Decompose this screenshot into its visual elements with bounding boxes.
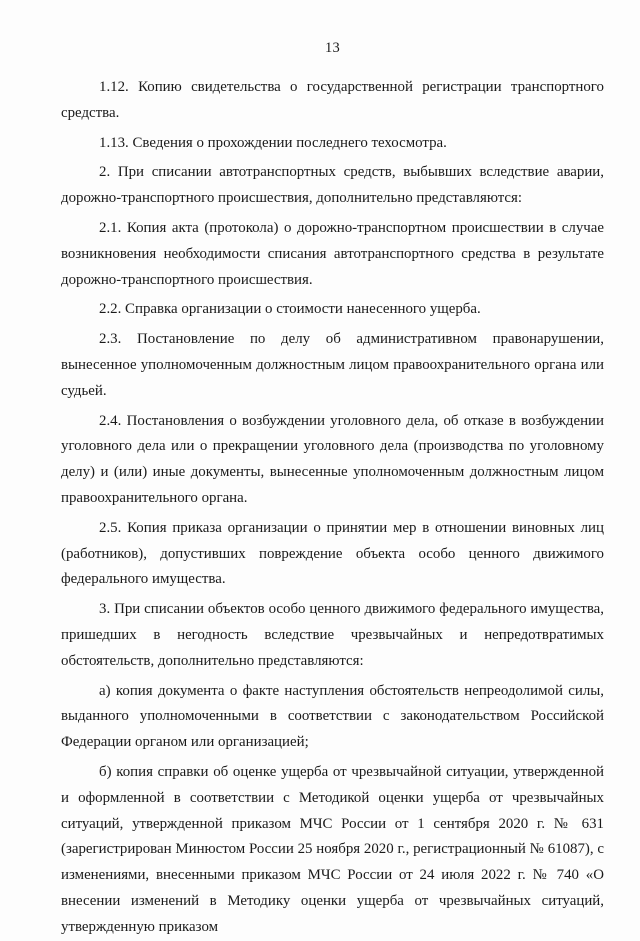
paragraph-2-4: 2.4. Постановления о возбуждении уголовного дела, об отказе в возбуждении уголовного дела или о прекращении уголовного дела (производства по уголовному делу) и (или) иные документы, вынесенные уполномоченным должностным лицом правоохранительного органа. (61, 412, 604, 506)
paragraph-1-13: 1.13. Сведения о прохождении последнего техосмотра. (99, 134, 447, 151)
paragraph-3-a: а) копия документа о факте наступления обстоятельств непреодолимой силы, выданного уполномоченными в соответствии с законодательством Российской Федерации органом или организацией; (61, 682, 604, 751)
paragraph-3-b: б) копия справки об оценке ущерба от чрезвычайной ситуации, утвержденной и оформленной в соответствии с Методикой оценки ущерба от чрезвычайных ситуаций, утвержденной приказом МЧС России от 1 сентября 2020 г. № 631 (зарегистрирован Минюстом России 25 ноября 2020 г., регистрационный № 61087), с изменениями, внесенными приказом МЧС России от 24 июля 2022 г. № 740 «О внесении изменений в Методику оценки ущерба от чрезвычайных ситуаций, утвержденную приказом (61, 763, 604, 935)
paragraph-2-5: 2.5. Копия приказа организации о принятии мер в отношении виновных лиц (работников), допустивших повреждение объекта особо ценного движимого федерального имущества. (61, 519, 604, 588)
paragraph-2-1: 2.1. Копия акта (протокола) о дорожно-транспортном происшествии в случае возникновения необходимости списания автотранспортного средства в результате дорожно-транспортного происшествия. (61, 219, 604, 288)
paragraph-2: 2. При списании автотранспортных средств, выбывших вследствие аварии, дорожно-транспортного происшествия, дополнительно представляются: (61, 164, 604, 207)
paragraph-3: 3. При списании объектов особо ценного движимого федерального имущества, пришедших в негодность вследствие чрезвычайных и непредотвратимых обстоятельств, дополнительно представляются: (61, 601, 604, 669)
page-number: 13 (324, 40, 341, 56)
paragraph-1-12: 1.12. Копию свидетельства о государственной регистрации транспортного средства. (61, 79, 604, 121)
paragraph-2-3: 2.3. Постановление по делу об административном правонарушении, вынесенное уполномоченным должностным лицом правоохранительного органа или судьей. (61, 331, 604, 399)
paragraph-2-2: 2.2. Справка организации о стоимости нанесенного ущерба. (99, 301, 481, 318)
